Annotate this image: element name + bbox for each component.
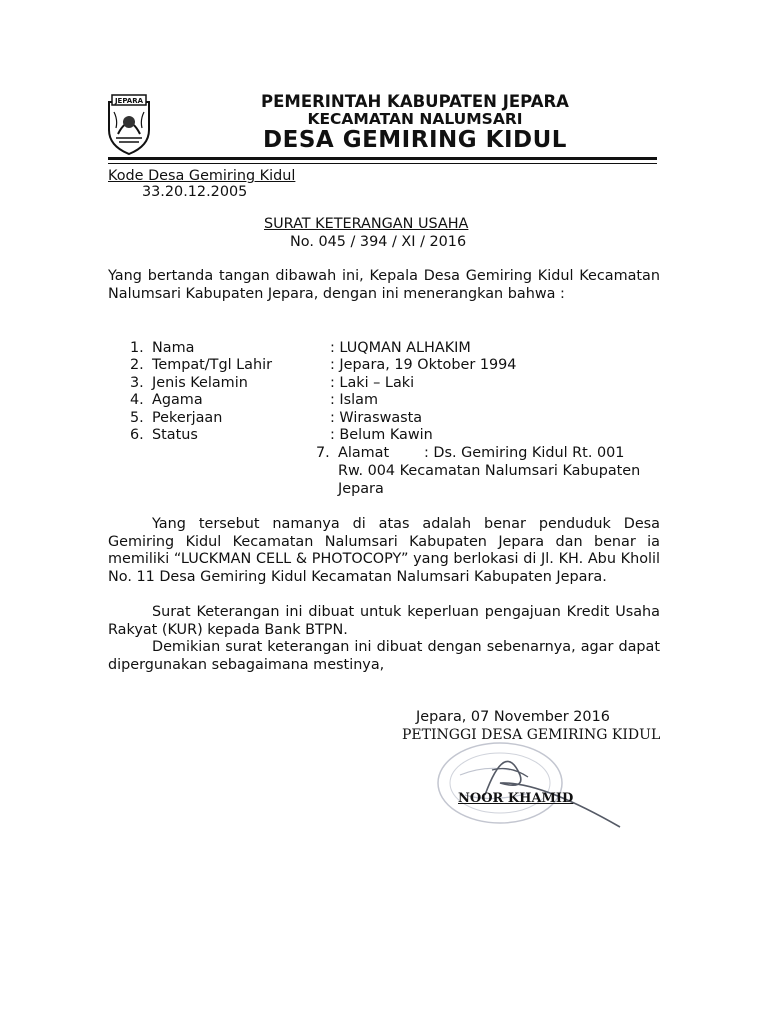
signature-place-date: Jepara, 07 November 2016 [416,709,610,725]
field-value: : Laki – Laki [330,375,415,391]
field-value: : Wiraswasta [330,410,423,426]
alamat-line1: : Ds. Gemiring Kidul Rt. 001 [424,445,625,461]
field-number: 3. [130,375,144,391]
body-paragraph-2: Surat Keterangan ini dibuat untuk keperluan pengajuan Kredit Usaha Rakyat (KUR) kepada Bank BTPN. [108,604,660,638]
field-value: : Belum Kawin [330,427,433,443]
field-label: Tempat/Tgl Lahir [152,357,273,373]
field-value: : Islam [330,392,378,408]
field-row [130,427,433,445]
field-value: : Jepara, 19 Oktober 1994 [330,357,517,373]
intro-paragraph: Yang bertanda tangan dibawah ini, Kepala Desa Gemiring Kidul Kecamatan Nalumsari Kabupaten Jepara, dengan ini menerangkan bahwa : [108,268,660,302]
official-stamp-signature [430,735,660,835]
field-number: 4. [130,392,144,408]
field-label: Agama [152,392,203,408]
alamat-line3: Jepara [338,481,384,497]
header-rule-thin [108,163,657,164]
field-value: : LUQMAN ALHAKIM [330,340,471,356]
body-paragraph-3: Demikian surat keterangan ini dibuat dengan sebenarnya, agar dapat dipergunakan sebagaimana mestinya, [108,639,660,673]
header-district: KECAMATAN NALUMSARI [307,110,523,128]
field-number: 2. [130,357,144,373]
field-label: Status [152,427,198,443]
kode-value: 33.20.12.2005 [142,184,248,200]
field-label: Jenis Kelamin [152,375,248,391]
regency-emblem [104,92,154,156]
kode-label: Kode Desa Gemiring Kidul [108,168,296,184]
field-label: Pekerjaan [152,410,223,426]
field-row [130,392,378,410]
field-number: 6. [130,427,144,443]
alamat-label: Alamat [338,445,390,461]
document-number: No. 045 / 394 / XI / 2016 [290,234,467,250]
signature-position: PETINGGI DESA GEMIRING KIDUL [402,727,661,743]
field-number: 1. [130,340,144,356]
header-government: PEMERINTAH KABUPATEN JEPARA [261,92,569,111]
header-rule-thick [108,157,657,160]
field-label: Nama [152,340,195,356]
document-title: SURAT KETERANGAN USAHA [264,216,469,232]
signatory-name: NOOR KHAMID [458,791,574,806]
field-number: 5. [130,410,144,426]
header-village: DESA GEMIRING KIDUL [263,127,567,153]
field-row [130,340,471,358]
alamat-line2: Rw. 004 Kecamatan Nalumsari Kabupaten [338,463,641,479]
field-row [130,410,422,428]
alamat-number: 7. [316,445,330,461]
body-paragraph-1: Yang tersebut namanya di atas adalah benar penduduk Desa Gemiring Kidul Kecamatan Nalumsari Kabupaten Jepara dan benar ia memiliki “LUCKMAN CELL & PHOTOCOPY” yang berlokasi di Jl. KH. Abu Kholil No. 11 Desa Gemiring Kidul Kecamatan Nalumsari Kabupaten Jepara. [108,516,660,585]
emblem-label: JEPARA [114,97,144,105]
field-row [130,357,516,375]
field-row [130,375,414,393]
